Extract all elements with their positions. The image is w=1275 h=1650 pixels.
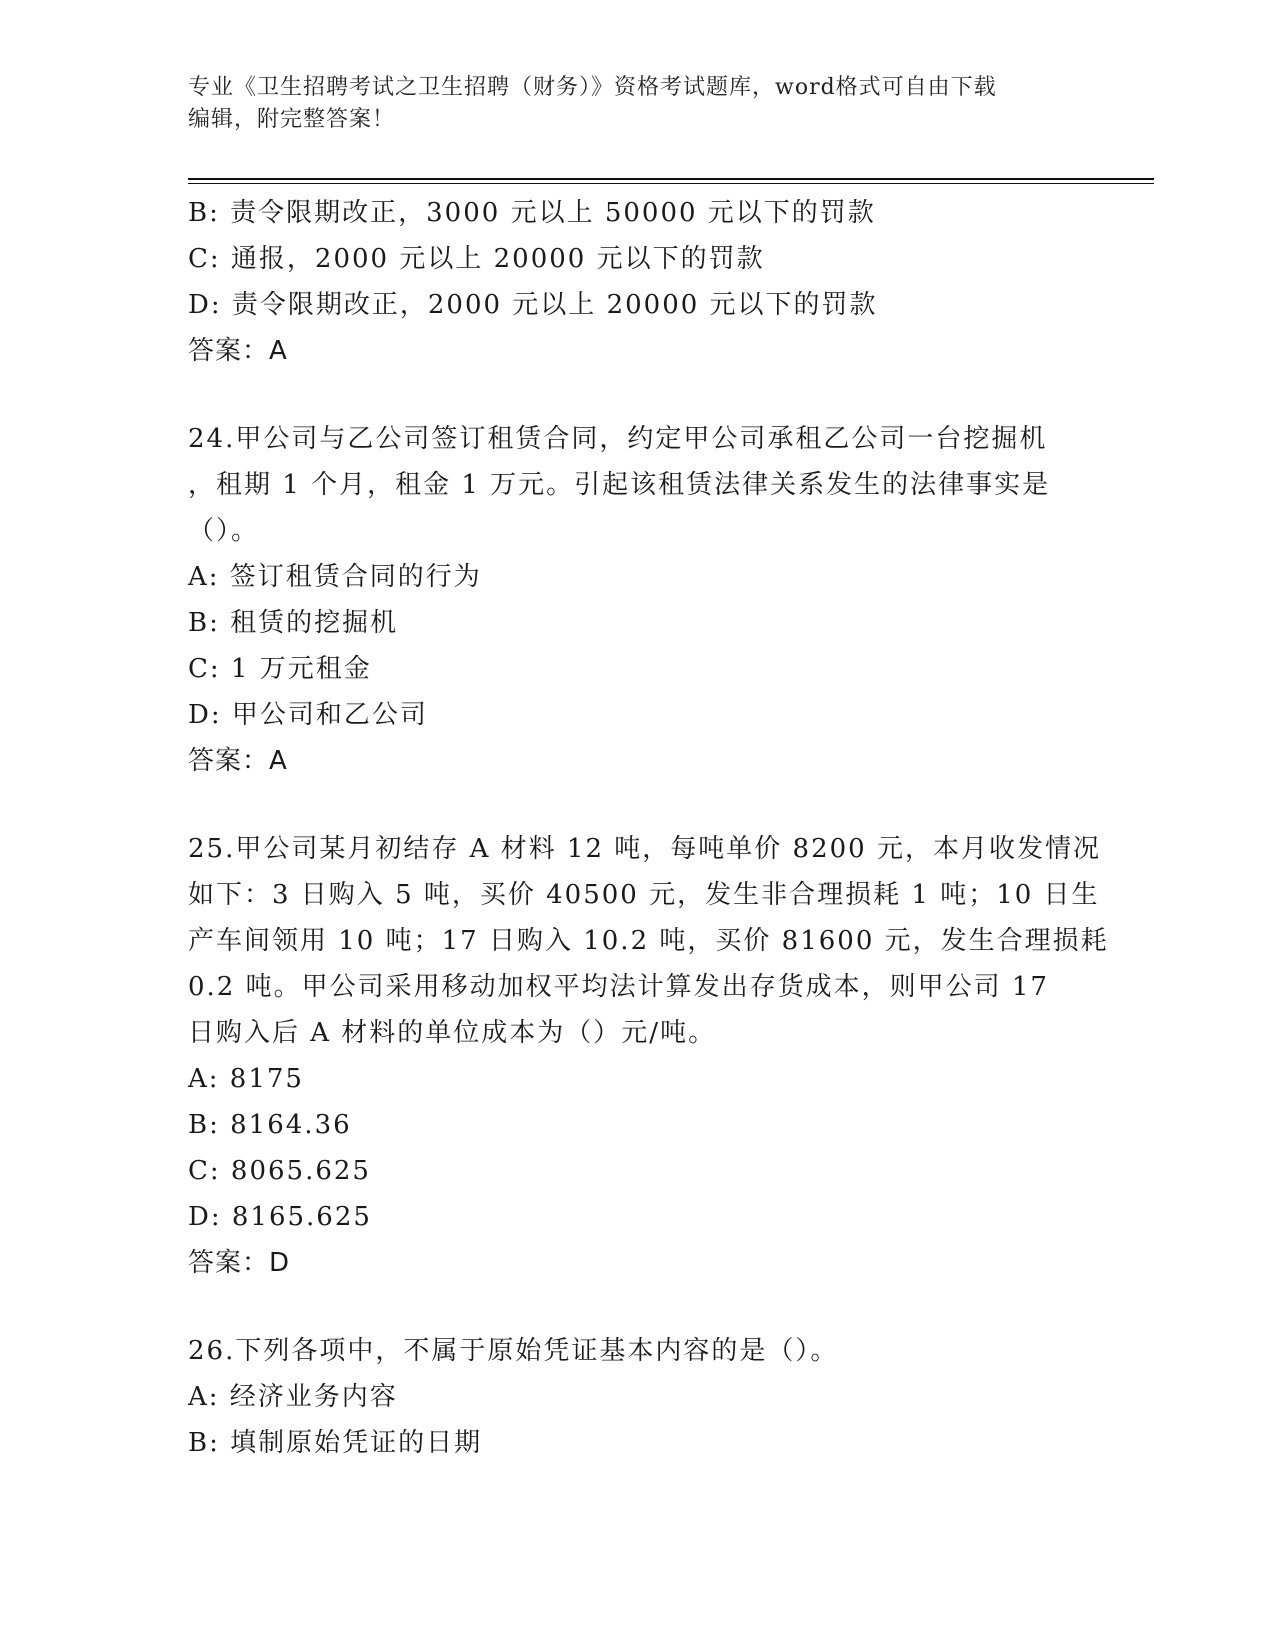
question-stem-line: ，租期 1 个月，租金 1 万元。引起该租赁法律关系发生的法律事实是 xyxy=(188,470,1051,500)
question-stem-line: 产车间领用 10 吨；17 日购入 10.2 吨，买价 81600 元，发生合理损耗 xyxy=(188,926,1109,956)
answer: 答案：D xyxy=(188,1248,291,1278)
question-stem-line: 0.2 吨。甲公司采用移动加权平均法计算发出存货成本，则甲公司 17 xyxy=(188,972,1049,1002)
question-26 xyxy=(188,1328,1088,1466)
option-b: B: 责令限期改正，3000 元以上 50000 元以下的罚款 xyxy=(188,198,876,228)
option-d: D: 责令限期改正，2000 元以上 20000 元以下的罚款 xyxy=(188,290,878,320)
option-d: D: 8165.625 xyxy=(188,1202,372,1232)
header-line-2: 编辑，附完整答案！ xyxy=(188,107,396,132)
question-stem-line: 24.甲公司与乙公司签订租赁合同，约定甲公司承租乙公司一台挖掘机 xyxy=(188,424,1048,454)
question-23 xyxy=(188,190,1088,374)
header-line-1: 专业《卫生招聘考试之卫生招聘（财务）》资格考试题库，word格式可自由下载 xyxy=(188,75,997,100)
question-24 xyxy=(188,416,1088,784)
option-c: C: 1 万元租金 xyxy=(188,654,372,684)
option-d: D: 甲公司和乙公司 xyxy=(188,700,428,730)
question-25 xyxy=(188,826,1109,1286)
option-b: B: 填制原始凭证的日期 xyxy=(188,1428,483,1458)
option-a: A: 签订租赁合同的行为 xyxy=(188,562,482,592)
document-header xyxy=(188,72,1088,136)
option-a: A: 8175 xyxy=(188,1064,304,1094)
question-stem-line: 如下：3 日购入 5 吨，买价 40500 元，发生非合理损耗 1 吨；10 日生 xyxy=(188,880,1100,910)
option-c: C: 通报，2000 元以上 20000 元以下的罚款 xyxy=(188,244,765,274)
option-a: A: 经济业务内容 xyxy=(188,1382,398,1412)
header-divider-thin xyxy=(188,183,1154,184)
question-content xyxy=(188,190,1109,1466)
option-c: C: 8065.625 xyxy=(188,1156,371,1186)
question-stem-line: 26.下列各项中，不属于原始凭证基本内容的是（）。 xyxy=(188,1336,839,1366)
answer: 答案：A xyxy=(188,746,288,776)
answer: 答案：A xyxy=(188,336,288,366)
question-stem-line: 25.甲公司某月初结存 A 材料 12 吨，每吨单价 8200 元，本月收发情况 xyxy=(188,834,1101,864)
option-b: B: 8164.36 xyxy=(188,1110,352,1140)
header-divider-thick xyxy=(188,178,1154,180)
question-stem-line: 日购入后 A 材料的单位成本为（）元/吨。 xyxy=(188,1018,717,1048)
question-stem-line: （）。 xyxy=(188,516,260,546)
option-b: B: 租赁的挖掘机 xyxy=(188,608,399,638)
